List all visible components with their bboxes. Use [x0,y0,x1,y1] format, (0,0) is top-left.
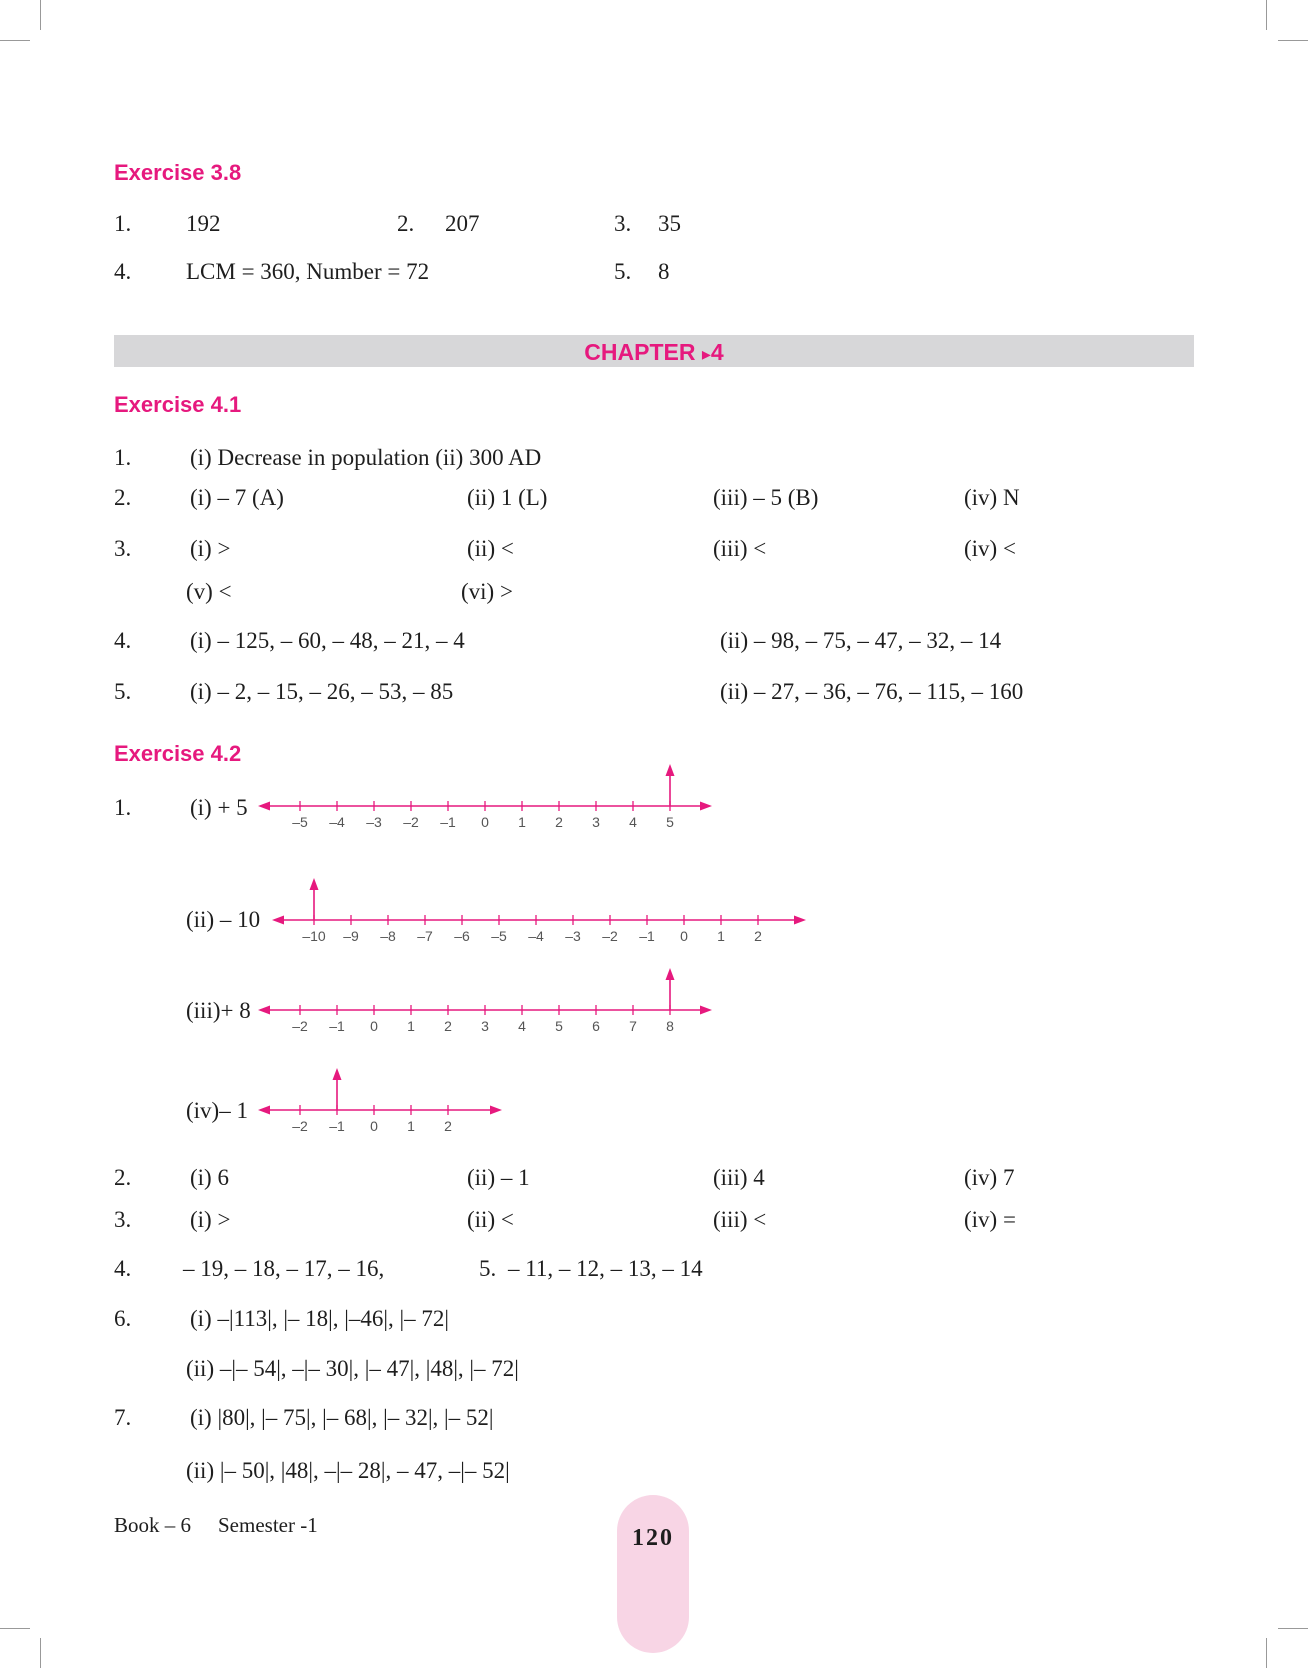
answer-text: (ii) |– 50|, |48|, –|– 28|, – 47, –|– 52| [186,1458,510,1483]
question-number: 5. [479,1256,497,1281]
crop-mark [1266,0,1267,30]
arrow-up-icon [666,764,675,776]
tick-label: 7 [629,1018,637,1034]
arrow-left-icon [258,802,270,811]
answer-text: (iii) 4 [713,1165,765,1190]
page-number-tab [617,1495,689,1653]
question-number: 1. [114,795,132,820]
tick-label: –10 [302,928,326,944]
chapter-header-bar [114,335,1194,367]
crop-mark [1266,1638,1267,1668]
tick-label: 1 [407,1118,415,1134]
answer-text: (ii) < [467,536,514,561]
exercise-4-2-title: Exercise 4.2 [114,741,242,766]
arrow-up-icon [666,968,675,980]
page-number: 120 [632,1525,674,1551]
chapter-title [114,339,1194,366]
answer-text: (iii) < [713,1207,767,1232]
answer-text: (i) – 7 (A) [190,485,284,510]
tick-label: –2 [292,1018,308,1034]
tick-label: –1 [329,1118,345,1134]
footer-semester: Semester -1 [218,1513,318,1537]
answer-text: (i) > [190,1207,231,1232]
question-number: 1. [114,445,132,470]
number-line [0,884,830,948]
arrow-left-icon [258,1006,270,1015]
tick-label: 2 [555,814,563,830]
crop-mark [0,1628,30,1629]
tick-label: –1 [329,1018,345,1034]
tick-label: –1 [639,928,655,944]
tick-label: 5 [555,1018,563,1034]
question-number: 3. [114,1207,132,1232]
tick-label: 2 [754,928,762,944]
question-number: 4. [114,259,132,284]
answer-text: 35 [658,211,681,236]
tick-label: 2 [444,1018,452,1034]
tick-label: –5 [292,814,308,830]
number-line-label: (i) + 5 [190,795,248,820]
arrow-right-icon [700,1006,712,1015]
tick-label: –7 [417,928,433,944]
arrow-left-icon [258,1106,270,1115]
answer-text: (ii) 1 (L) [467,485,548,510]
answer-text: (i) –|113|, |– 18|, |–46|, |– 72| [190,1306,449,1331]
tick-label: 0 [481,814,489,830]
answer-text: 192 [186,211,221,236]
question-number: 2. [114,485,132,510]
tick-label: –5 [491,928,507,944]
tick-label: 2 [444,1118,452,1134]
answer-text: (i) Decrease in population (ii) 300 AD [190,445,542,470]
exercise-3-8-title: Exercise 3.8 [114,160,242,185]
answer-text: 207 [445,211,480,236]
number-line [0,1088,560,1138]
arrow-right-icon [700,802,712,811]
answer-text: (ii) < [467,1207,514,1232]
answer-text: (ii) – 27, – 36, – 76, – 115, – 160 [720,679,1024,704]
number-line-label: (iii)+ 8 [186,998,251,1023]
tick-label: 1 [717,928,725,944]
tick-label: –8 [380,928,396,944]
tick-label: 4 [518,1018,526,1034]
question-number: 3. [114,536,132,561]
tick-label: 5 [666,814,674,830]
answer-text: (v) < [186,579,232,604]
crop-mark [1278,40,1308,41]
question-number: 2. [114,1165,132,1190]
tick-label: 6 [592,1018,600,1034]
tick-label: 0 [680,928,688,944]
answer-text: (ii) –|– 54|, –|– 30|, |– 47|, |48|, |– 72| [186,1356,519,1381]
answer-text: (iii) < [713,536,767,561]
tick-label: 0 [370,1018,378,1034]
answer-text: (vi) > [461,579,513,604]
answer-text: (i) 6 [190,1165,229,1190]
answer-text: (iv) = [964,1207,1016,1232]
number-line-label: (iv)– 1 [186,1098,248,1123]
arrow-up-icon [310,878,319,890]
tick-label: 3 [592,814,600,830]
answer-text: – 19, – 18, – 17, – 16, [183,1256,385,1281]
exercise-4-1-title: Exercise 4.1 [114,392,242,417]
tick-label: –1 [440,814,456,830]
answer-text: LCM = 360, Number = 72 [186,259,430,284]
tick-label: –3 [565,928,581,944]
arrow-right-icon [490,1106,502,1115]
question-number: 4. [114,1256,132,1281]
crop-mark [1278,1628,1308,1629]
answer-text: (i) |80|, |– 75|, |– 68|, |– 32|, |– 52| [190,1405,494,1430]
question-number: 5. [614,259,632,284]
arrow-left-icon [272,916,284,925]
chapter-arrow-icon: ▸ [701,344,711,364]
question-number: 3. [614,211,632,236]
tick-label: –2 [602,928,618,944]
tick-label: –4 [528,928,544,944]
answer-text: (i) – 125, – 60, – 48, – 21, – 4 [190,628,465,653]
arrow-right-icon [794,916,806,925]
tick-label: –2 [403,814,419,830]
footer-book: Book – 6 [114,1513,192,1537]
chapter-label: CHAPTER [584,339,696,365]
tick-label: –9 [343,928,359,944]
answer-text: (iv) 7 [964,1165,1015,1190]
answer-text: – 11, – 12, – 13, – 14 [508,1256,703,1281]
answer-text: (ii) – 98, – 75, – 47, – 32, – 14 [720,628,1002,653]
answer-text: (iii) – 5 (B) [713,485,819,510]
question-number: 4. [114,628,132,653]
crop-mark [40,0,41,30]
tick-label: –6 [454,928,470,944]
tick-label: –2 [292,1118,308,1134]
arrow-up-icon [333,1068,342,1080]
number-line [0,784,760,834]
answer-text: (i) – 2, – 15, – 26, – 53, – 85 [190,679,454,704]
tick-label: 8 [666,1018,674,1034]
tick-label: 1 [407,1018,415,1034]
tick-label: 4 [629,814,637,830]
question-number: 6. [114,1306,132,1331]
answer-text: (iv) N [964,485,1020,510]
question-number: 1. [114,211,132,236]
crop-mark [40,1638,41,1668]
answer-text: (iv) < [964,536,1016,561]
number-line-label: (ii) – 10 [186,907,261,932]
crop-mark [0,40,30,41]
number-line [0,988,760,1038]
answer-text: (ii) – 1 [467,1165,530,1190]
tick-label: –4 [329,814,345,830]
chapter-number: 4 [710,339,724,365]
question-number: 7. [114,1405,132,1430]
tick-label: 1 [518,814,526,830]
answer-text: 8 [658,259,670,284]
question-number: 2. [397,211,415,236]
tick-label: –3 [366,814,382,830]
tick-label: 0 [370,1118,378,1134]
answer-text: (i) > [190,536,231,561]
tick-label: 3 [481,1018,489,1034]
question-number: 5. [114,679,132,704]
